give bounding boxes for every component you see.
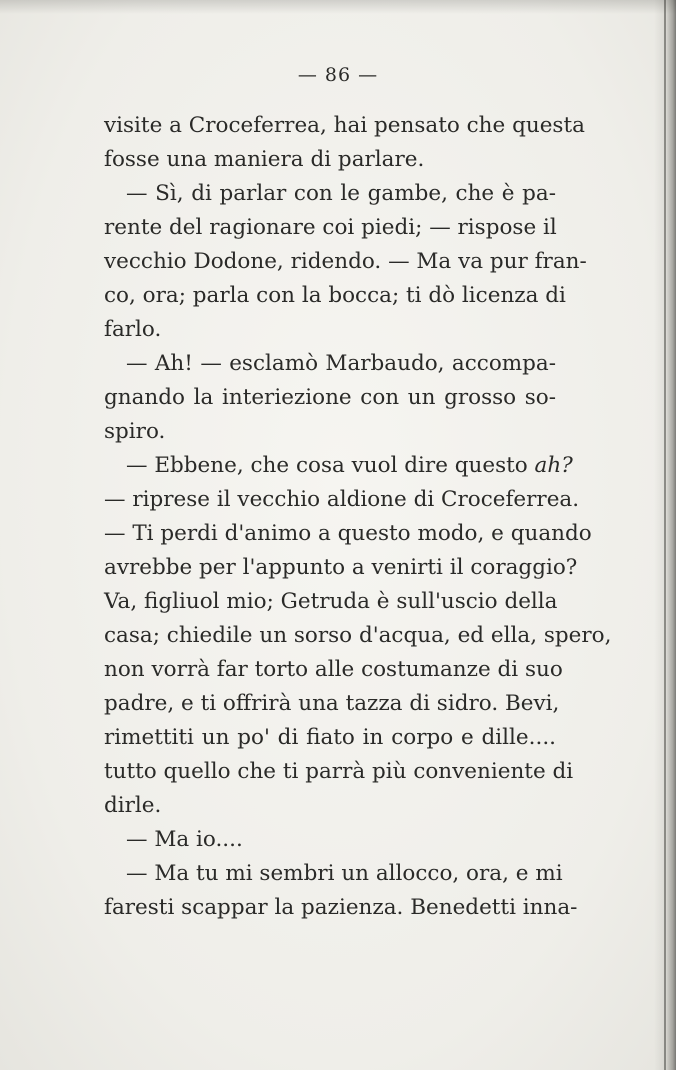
text-line: dirle. xyxy=(104,793,162,818)
page-top-shadow xyxy=(0,0,676,14)
text-line: faresti scappar la pazienza. Benedetti inna- xyxy=(104,895,578,920)
text-line: tutto quello che ti parrà più conveniente di xyxy=(104,759,574,784)
body-text xyxy=(104,109,612,925)
text-line xyxy=(104,449,573,483)
italic-word: ah? xyxy=(534,453,573,478)
text-line: — Ti perdi d'animo a questo modo, e quando xyxy=(104,521,592,546)
text-line-segment: — Ebbene, che cosa vuol dire questo xyxy=(126,453,535,478)
page-edge-line xyxy=(664,0,666,1070)
text-line: farlo. xyxy=(104,317,162,342)
page-number: — 86 — xyxy=(297,64,379,86)
text-line: — riprese il vecchio aldione di Croceferrea. xyxy=(104,487,580,512)
text-line: gnando la interiezione con un grosso so- xyxy=(104,385,556,410)
text-line: vecchio Dodone, ridendo. — Ma va pur fran- xyxy=(104,249,587,274)
text-line: fosse una maniera di parlare. xyxy=(104,147,425,172)
text-line: non vorrà far torto alle costumanze di suo xyxy=(104,657,563,682)
text-line: avrebbe per l'appunto a venirti il coraggio? xyxy=(104,555,578,580)
text-line: Va, figliuol mio; Getruda è sull'uscio della xyxy=(104,589,558,614)
text-line: — Sì, di parlar con le gambe, che è pa- xyxy=(126,181,556,206)
text-line: padre, e ti offrirà una tazza di sidro. Bevi, xyxy=(104,691,560,716)
text-line: — Ma io.... xyxy=(126,827,243,852)
text-line: casa; chiedile un sorso d'acqua, ed ella, spero, xyxy=(104,623,612,648)
text-line: — Ah! — esclamò Marbaudo, accompa- xyxy=(126,351,556,376)
text-line: rente del ragionare coi piedi; — rispose il xyxy=(104,215,557,240)
text-line: rimettiti un po' di fiato in corpo e dille.... xyxy=(104,725,556,750)
text-line: visite a Croceferrea, hai pensato che questa xyxy=(104,113,585,138)
text-line: spiro. xyxy=(104,419,166,444)
text-line: — Ma tu mi sembri un allocco, ora, e mi xyxy=(126,861,563,886)
text-line: co, ora; parla con la bocca; ti dò licenza di xyxy=(104,283,566,308)
